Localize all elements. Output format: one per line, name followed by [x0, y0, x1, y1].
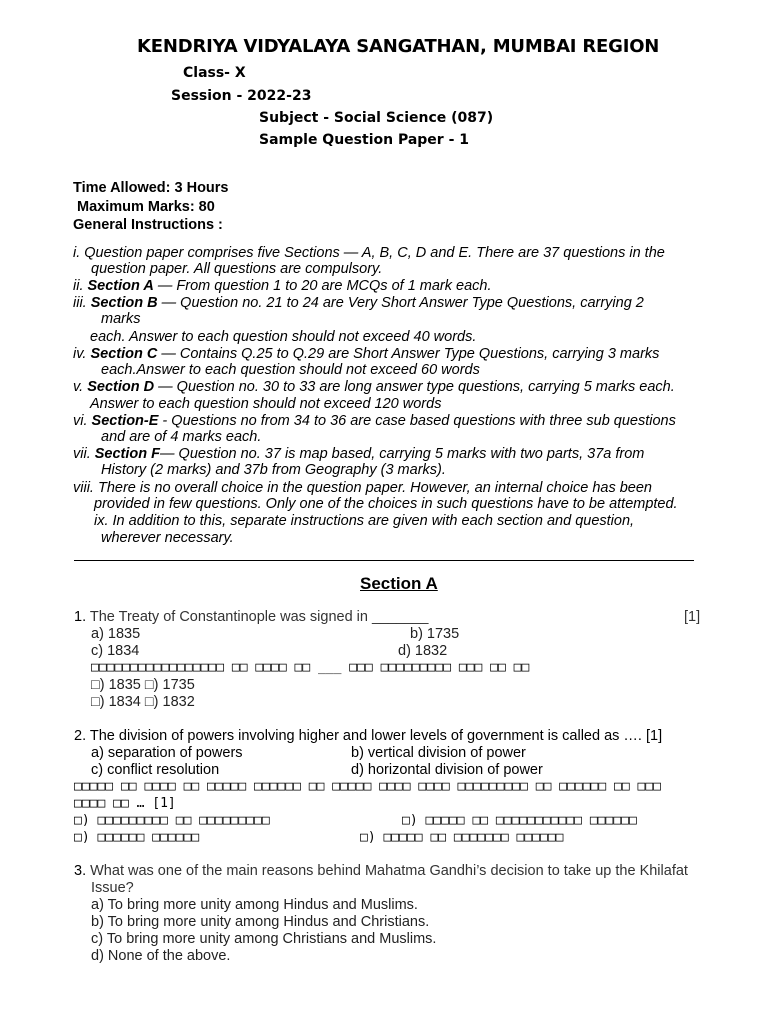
- instruction-iii-cont-2: each. Answer to each question should not exceed 40 words.: [90, 329, 477, 345]
- q1-option-d: d) 1832: [398, 643, 448, 659]
- q1-hindi-options-cd: □) 1834 □) 1832: [91, 694, 195, 710]
- instruction-iii-cont: marks: [101, 311, 141, 327]
- instruction-v: v. Section D — Question no. 30 to 33 are long answer type questions, carrying 5 marks each.: [73, 379, 675, 395]
- q2-hindi-option-b: □) □□□□□ □□ □□□□□□□□□□□ □□□□□□: [402, 813, 637, 828]
- q2-option-c: c) conflict resolution: [91, 762, 220, 778]
- q1-option-a: a) 1835: [91, 626, 141, 642]
- question-1-marks: [1]: [684, 609, 701, 625]
- question-3: 3. What was one of the main reasons behind Mahatma Gandhi’s decision to take up the Khilafat: [74, 863, 688, 879]
- q3-option-b: b) To bring more unity among Hindus and Christians.: [91, 914, 430, 930]
- q1-hindi-text: □□□□□□□□□□□□□□□□□ □□ □□□□ □□ ___ □□□ □□□□□□□□□ □□□ □□ □□: [91, 660, 530, 675]
- instruction-i-cont: question paper. All questions are compulsory.: [91, 261, 383, 277]
- paper-label: Sample Question Paper - 1: [259, 132, 470, 148]
- session-label: Session - 2022-23: [171, 88, 312, 104]
- question-1-text: The Treaty of Constantinople was signed in _______: [89, 609, 429, 625]
- q2-hindi-option-d: □) □□□□□ □□ □□□□□□□ □□□□□□: [360, 830, 564, 845]
- section-a-heading: Section A: [360, 574, 438, 593]
- q2-hindi-text: □□□□□ □□ □□□□ □□ □□□□□ □□□□□□ □□ □□□□□ □□□□ □□□□ □□□□□□□□□ □□ □□□□□□ □□ □□□: [74, 779, 661, 794]
- instruction-v-cont: Answer to each question should not exceed 120 words: [90, 396, 442, 412]
- instruction-i: i. Question paper comprises five Sections — A, B, C, D and E. There are 37 questions in the: [73, 245, 665, 261]
- instruction-vi-cont: and are of 4 marks each.: [101, 429, 262, 445]
- instruction-v-section: Section D: [87, 379, 155, 395]
- q3-option-a: a) To bring more unity among Hindus and Muslims.: [91, 897, 418, 913]
- q2-option-a: a) separation of powers: [91, 745, 243, 761]
- instruction-iv: iv. Section C — Contains Q.25 to Q.29 are Short Answer Type Questions, carrying 3 marks: [73, 346, 660, 362]
- q3-option-d: d) None of the above.: [91, 948, 231, 964]
- instruction-ii-section: Section A: [87, 278, 154, 294]
- q2-hindi-option-a: □) □□□□□□□□□ □□ □□□□□□□□□: [74, 813, 270, 828]
- instruction-vii: vii. Section F— Question no. 37 is map based, carrying 5 marks with two parts, 37a from: [73, 446, 645, 462]
- instruction-iii: iii. Section B — Question no. 21 to 24 are Very Short Answer Type Questions, carrying 2: [73, 295, 644, 311]
- maximum-marks: Maximum Marks: 80: [77, 199, 215, 215]
- q1-hindi-options-ab: □) 1835 □) 1735: [91, 677, 195, 693]
- instruction-vi-section: Section-E: [91, 413, 159, 429]
- question-3-text: What was one of the main reasons behind Mahatma Gandhi’s decision to take up the Khilafat: [90, 863, 688, 879]
- instruction-vi: vi. Section-E - Questions no from 34 to 36 are case based questions with three sub questions: [73, 413, 676, 429]
- instruction-vii-section: Section F: [94, 446, 161, 462]
- question-3-text-cont: Issue?: [91, 880, 134, 896]
- q2-hindi-text-cont: □□□□ □□ … [1]: [74, 796, 176, 811]
- instruction-ix: ix. In addition to this, separate instructions are given with each section and question,: [94, 513, 635, 529]
- q1-option-b: b) 1735: [410, 626, 460, 642]
- divider-rule: [74, 560, 694, 561]
- subject-label: Subject - Social Science (087): [259, 110, 494, 126]
- q1-option-c: c) 1834: [91, 643, 140, 659]
- q2-option-d: d) horizontal division of power: [351, 762, 543, 778]
- q2-option-b: b) vertical division of power: [351, 745, 526, 761]
- q3-option-c: c) To bring more unity among Christians and Muslims.: [91, 931, 437, 947]
- instruction-viii-cont: provided in few questions. Only one of the choices in such questions have to be attempted.: [94, 496, 678, 512]
- question-2: 2. The division of powers involving higher and lower levels of government is called as …. [1]: [74, 728, 663, 744]
- class-label: Class- X: [183, 65, 246, 81]
- instruction-ii: ii. Section A — From question 1 to 20 are MCQs of 1 mark each.: [73, 278, 492, 294]
- instruction-viii: viii. There is no overall choice in the question paper. However, an internal choice has been: [73, 480, 652, 496]
- org-title: KENDRIYA VIDYALAYA SANGATHAN, MUMBAI REGION: [137, 36, 660, 57]
- question-1: 1. The Treaty of Constantinople was signed in _______: [74, 609, 429, 625]
- time-allowed: Time Allowed: 3 Hours: [73, 180, 229, 196]
- instruction-vii-cont: History (2 marks) and 37b from Geography (3 marks).: [101, 462, 446, 478]
- instruction-iv-section: Section C: [90, 346, 158, 362]
- instruction-iv-cont: each.Answer to each question should not exceed 60 words: [101, 362, 480, 378]
- instruction-iii-section: Section B: [90, 295, 158, 311]
- q2-hindi-option-c: □) □□□□□□ □□□□□□: [74, 830, 200, 845]
- general-instructions-heading: General Instructions :: [73, 217, 223, 233]
- instruction-ix-cont: wherever necessary.: [101, 530, 234, 546]
